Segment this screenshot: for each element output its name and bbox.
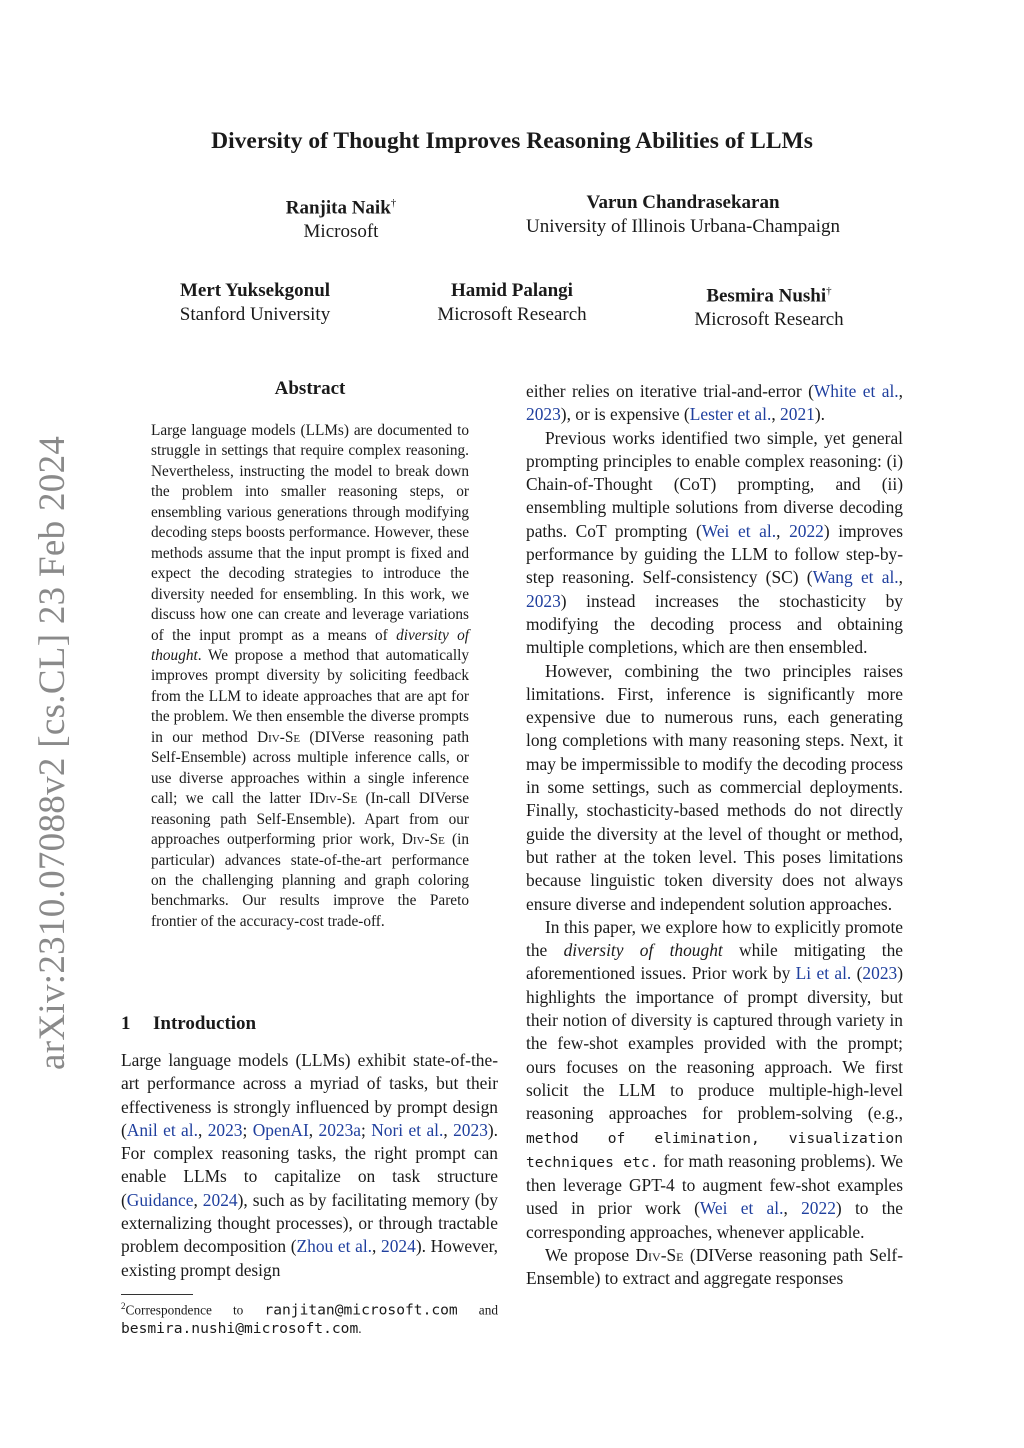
section-number: 1 bbox=[121, 1013, 131, 1034]
body-paragraph: We propose Div-Se (DIVerse reasoning path Self-Ensemble) to extract and aggregate responses bbox=[526, 1244, 903, 1289]
author-mark: † bbox=[826, 285, 832, 297]
email-address: ranjitan@microsoft.com bbox=[264, 1301, 458, 1319]
citation-link[interactable]: 2023 bbox=[862, 963, 898, 984]
citation-link[interactable]: 2023 bbox=[207, 1119, 243, 1140]
footnote-mark: 2 bbox=[121, 1301, 126, 1311]
footnote: $^2$Correspondence to ranjitan@microsoft.com and besmira.nushi@microsoft.com. bbox=[121, 1301, 499, 1338]
method-name: IDiv-Se bbox=[309, 790, 358, 808]
emphasis: diversity of thought bbox=[151, 626, 469, 664]
author-mark: † bbox=[390, 197, 397, 209]
citation-link[interactable]: OpenAI bbox=[252, 1119, 309, 1140]
author-affiliation: University of Illinois Urbana-Champaign bbox=[526, 216, 840, 237]
method-name: Div-Se bbox=[635, 1244, 684, 1265]
citation-link[interactable]: Lester et al. bbox=[689, 404, 772, 425]
citation-link[interactable]: Zhou et al. bbox=[296, 1236, 372, 1257]
citation-link[interactable]: Guidance bbox=[126, 1189, 194, 1210]
citation-link[interactable]: 2021 bbox=[780, 404, 815, 425]
author-affiliation: Microsoft Research bbox=[694, 309, 844, 331]
right-column bbox=[526, 380, 903, 1291]
abstract-body: Large language models (LLMs) are documented to struggle in settings that require complex reasoning. Nevertheless, instructing the model to break down the problem into smaller reasoning steps, or ensembling various generations through modifying decoding steps boosts performance. However, these methods assume that the input prompt is fixed and expect the decoding strategies to introduce the diversity needed for ensembling. In this work, we discuss how one can create and leverage variations of the input prompt as a means of diversity of thought. We propose a method that automatically improves prompt diversity by soliciting feedback from the LLM to ideate approaches that are apt for the problem. We then ensemble the diverse prompts in our method Div-Se (DIVerse reasoning path Self-Ensemble) across multiple inference calls, or use diverse approaches within a single inference call; we call the latter IDiv-Se (In-call DIVerse reasoning path Self-Ensemble). Apart from our approaches outperforming prior work, Div-Se (in particular) advances state-of-the-art performance on the challenging planning and graph coloring benchmarks. Our results improve the Pareto frontier of the accuracy-cost trade-off. bbox=[151, 422, 469, 930]
author-name: Ranjita Naik bbox=[285, 197, 391, 219]
body-paragraph: Previous works identified two simple, yet general prompting principles to enable complex reasoning: (i) Chain-of-Thought (CoT) prompting, and (ii) ensembling multiple solutions from diverse decoding paths. CoT prompting (Wei et al., 2022) improves performance by guiding the LLM to follow step-by-step reasoning. Self-consistency (SC) (Wang et al., 2023) instead increases the stochasticity by modifying the decoding process and obtaining multiple completions, which are then ensembled. bbox=[526, 427, 903, 658]
intro-paragraph: Large language models (LLMs) exhibit state-of-the-art performance across a myriad of tasks, but their effectiveness is strongly influenced by prompt design (Anil et al., 2023; OpenAI, 2023a; Nori et al., 2023). For complex reasoning tasks, the right prompt can enable LLMs to capitalize on task structure (Guidance, 2024), such as by facilitating memory (by externalizing thought processes), or through tractable problem decomposition (Zhou et al., 2024). However, existing prompt design bbox=[121, 1050, 499, 1280]
citation-link[interactable]: 2023a bbox=[318, 1119, 362, 1140]
author-name: Mert Yuksekgonul bbox=[179, 280, 331, 301]
author-block bbox=[483, 191, 883, 239]
citation-link[interactable]: 2024 bbox=[381, 1236, 416, 1257]
author-affiliation: Microsoft Research bbox=[437, 304, 587, 325]
citation-link[interactable]: Wei et al. bbox=[701, 520, 777, 541]
author-affiliation: Stanford University bbox=[179, 304, 331, 325]
author-name: Hamid Palangi bbox=[451, 280, 573, 301]
author-block bbox=[659, 279, 879, 332]
abstract-heading: Abstract bbox=[274, 378, 346, 399]
citation-link[interactable]: Li et al. bbox=[795, 963, 852, 984]
method-name: Div-Se bbox=[257, 728, 301, 746]
citation-link[interactable]: Wei et al. bbox=[699, 1198, 784, 1219]
section-title: Introduction bbox=[153, 1013, 257, 1034]
section-heading bbox=[121, 1013, 256, 1035]
author-block bbox=[241, 191, 441, 244]
citation-link[interactable]: Nori et al. bbox=[371, 1119, 444, 1140]
author-name: Varun Chandrasekaran bbox=[586, 192, 780, 213]
author-block bbox=[135, 279, 375, 327]
body-paragraph: either relies on iterative trial-and-error (White et al., 2023), or is expensive (Lester et al., 2021). bbox=[526, 381, 903, 425]
citation-link[interactable]: Wang et al. bbox=[812, 567, 899, 588]
citation-link[interactable]: 2024 bbox=[202, 1189, 238, 1210]
citation-link[interactable]: 2022 bbox=[801, 1198, 836, 1219]
citation-link[interactable]: Anil et al. bbox=[126, 1119, 198, 1140]
method-name: Div-Se bbox=[401, 831, 445, 849]
emphasis: diversity of thought bbox=[563, 940, 723, 961]
citation-link[interactable]: White et al. bbox=[813, 381, 899, 401]
body-paragraph: In this paper, we explore how to explicitly promote the diversity of thought while mitigating the aforementioned issues. Prior work by Li et al. (2023) highlights the importance of prompt diversity, but their notion of diversity is captured through variety in the few-shot examples provided with the prompt; ours focuses on the reasoning approach. We first solicit the LLM to produce multiple-high-level reasoning approaches for problem-solving (e.g., method of elimination, visualization techniques etc. for math reasoning problems). We then leverage GPT-4 to augment few-shot examples used in prior work (Wei et al., 2022) to the corresponding approaches, whenever applicable. bbox=[526, 916, 904, 1242]
code-text: method of elimination, visualization techniques etc. bbox=[526, 1129, 903, 1171]
arxiv-stamp: arXiv:2310.07088v2 [cs.CL] 23 Feb 2024 bbox=[32, 435, 73, 1070]
citation-link[interactable]: 2022 bbox=[789, 520, 824, 541]
email-address: besmira.nushi@microsoft.com bbox=[121, 1320, 359, 1338]
citation-link[interactable]: 2023 bbox=[526, 404, 561, 425]
body-paragraph: However, combining the two principles raises limitations. First, inference is significantly more expensive due to numerous runs, each generating long completions with many reasoning steps. Next, it may be impermissible to modify the decoding process in some settings, such as commercial deployments. Finally, stochasticity-based methods do not directly guide the diversity at the level of thought or method, but rather at the token level. This poses limitations because linguistic token diversity does not always ensure diverse and independent solution approaches. bbox=[526, 660, 903, 914]
author-affiliation: Microsoft bbox=[303, 221, 379, 243]
author-name: Besmira Nushi bbox=[706, 285, 827, 307]
author-block bbox=[402, 279, 622, 327]
citation-link[interactable]: 2023 bbox=[526, 590, 561, 611]
footnote-rule bbox=[121, 1294, 193, 1295]
citation-link[interactable]: 2023 bbox=[453, 1119, 488, 1140]
paper-title: Diversity of Thought Improves Reasoning Abilities of LLMs bbox=[211, 128, 813, 154]
